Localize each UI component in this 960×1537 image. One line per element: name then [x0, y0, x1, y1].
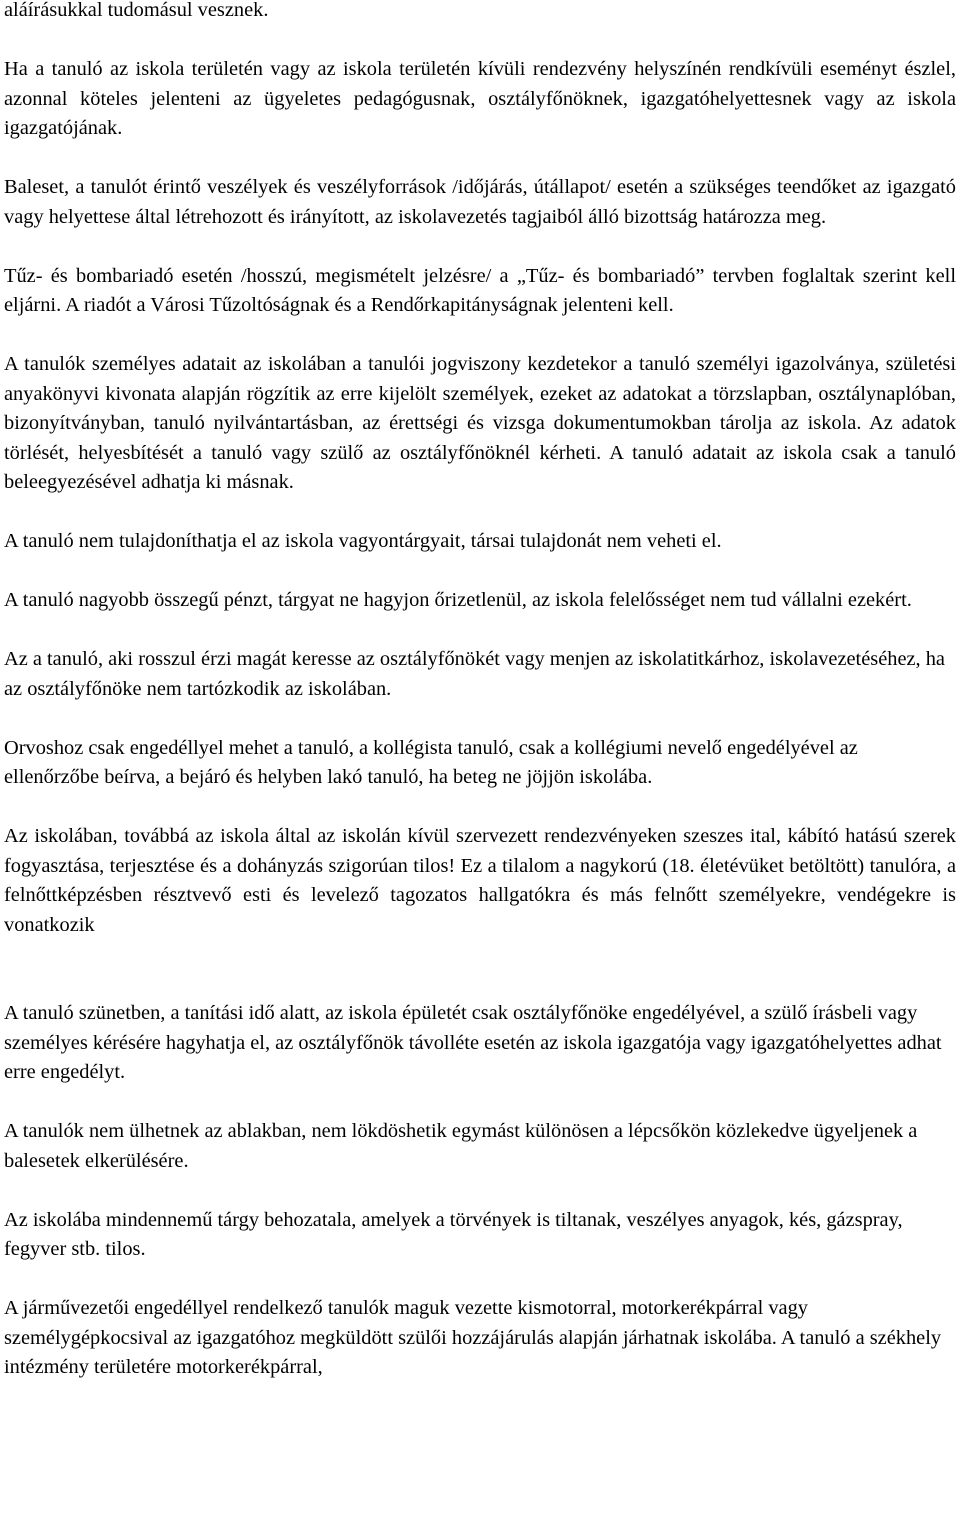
paragraph-leaving-building: A tanuló szünetben, a tanítási idő alatt, az iskola épületét csak osztályfőnöke engedélyével, a szülő írásbeli vagy személyes kérésére hagyhatja el, az osztályfőnök távolléte esetén az iskola igazgatója vagy igazgatóhelyettes adhat erre engedélyt. — [4, 1002, 942, 1083]
paragraph-school-property: A tanuló nem tulajdoníthatja el az iskola vagyontárgyait, társai tulajdonát nem veheti el. — [4, 530, 722, 552]
paragraph-personal-data: A tanulók személyes adatait az iskolában a tanulói jogviszony kezdetekor a tanuló személyi igazolványa, születési anyakönyvi kivonata alapján rögzítik az erre kijelölt személyek, ezeket az adatokat a törzslapban, osztálynaplóban, bizonyítványban, tanuló nyilvántartásban, az érettségi és vizsga dokumentumokban tárolja az iskola. Az adatok törlését, helyesbítését a tanuló vagy szülő az osztályfőnöknél kérheti. A tanuló adatait az iskola csak a tanuló beleegyezésével adhatja ki másnak. — [4, 353, 956, 493]
paragraph-fire-bomb-alarm: Tűz- és bombariadó esetén /hosszú, megismételt jelzésre/ a „Tűz- és bombariadó” tervben foglaltak szerint kell eljárni. A riadót a Városi Tűzoltóságnak és a Rendőrkapitányságnak jelenteni kell. — [4, 264, 956, 316]
paragraph-incident-reporting: Ha a tanuló az iskola területén vagy az iskola területén kívüli rendezvény helyszínén rendkívüli eseményt észlel, azonnal köteles jelenteni az ügyeletes pedagógusnak, osztályfőnöknek, igazgatóhelyettesnek vagy az iskola igazgatójának. — [4, 58, 956, 139]
paragraph-substance-ban: Az iskolában, továbbá az iskola által az iskolán kívül szervezett rendezvényeken szeszes ital, kábító hatású szerek fogyasztása, terjesztése és a dohányzás szigorúan tilos! Ez a tilalom a nagykorú (18. életévüket betöltött) tanulóra, a felnőttképzésben résztvevő esti és levelező tagozatos hallgatókra és más felnőtt személyekre, vendégekre is vonatkozik — [4, 825, 956, 936]
paragraph-forbidden-items: Az iskolába mindennemű tárgy behozatala, amelyek a törvények is tiltanak, veszélyes anyagok, kés, gázspray, fegyver stb. tilos. — [4, 1208, 903, 1260]
paragraph-doctor-visit: Orvoshoz csak engedéllyel mehet a tanuló, a kollégista tanuló, csak a kollégiumi nevelő engedélyével az ellenőrzőbe beírva, a bejáró és helyben lakó tanuló, ha beteg ne jöjjön iskolába. — [4, 736, 858, 788]
paragraph-vehicle-use: A járművezetői engedéllyel rendelkező tanulók maguk vezette kismotorral, motorkerékpárral vagy személygépkocsival az igazgatóhoz megküldött szülői hozzájárulás alapján járhatnak iskolába. A tanuló a székhely intézmény területére motorkerékpárral, — [4, 1297, 942, 1378]
document-page — [4, 0, 956, 1412]
paragraph-signature-note: aláírásukkal tudomásul vesznek. — [4, 0, 269, 21]
paragraph-accident-hazards: Baleset, a tanulót érintő veszélyek és veszélyforrások /időjárás, útállapot/ esetén a szükséges teendőket az igazgató vagy helyettese által létrehozott és irányított, az iskolavezetés tagjaiból álló bizottság határozza meg. — [4, 176, 956, 228]
paragraph-feeling-unwell: Az a tanuló, aki rosszul érzi magát keresse az osztályfőnökét vagy menjen az iskolatitkárhoz, iskolavezetéséhez, ha az osztályfőnöke nem tartózkodik az iskolában. — [4, 648, 945, 700]
paragraph-valuables: A tanuló nagyobb összegű pénzt, tárgyat ne hagyjon őrizetlenül, az iskola felelősséget nem tud vállalni ezekért. — [4, 589, 912, 611]
paragraph-window-safety: A tanulók nem ülhetnek az ablakban, nem lökdöshetik egymást különösen a lépcsőkön közlekedve ügyeljenek a balesetek elkerülésére. — [4, 1120, 918, 1172]
